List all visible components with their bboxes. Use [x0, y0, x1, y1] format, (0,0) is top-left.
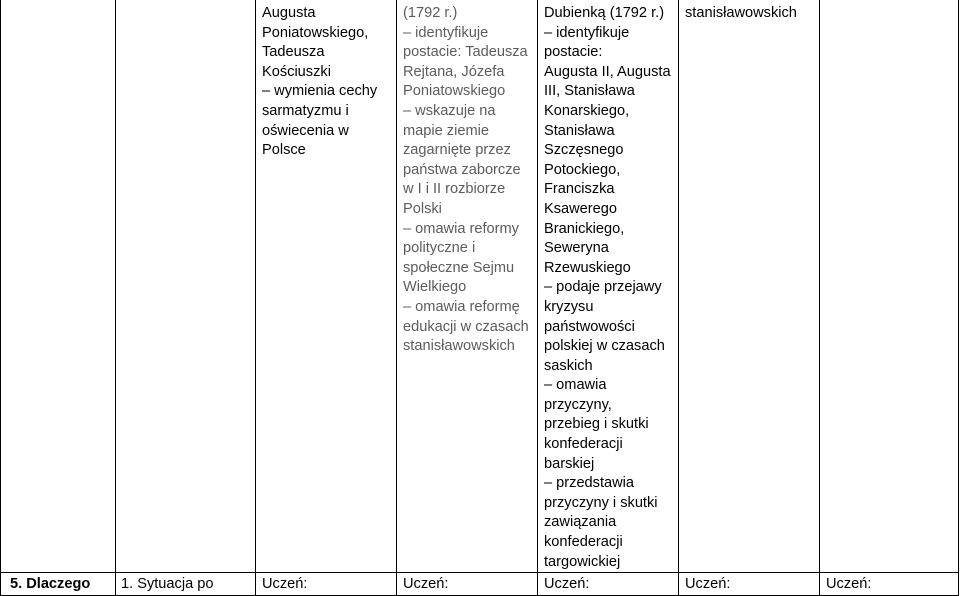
requirement-cell: Uczeń: — [544, 576, 590, 592]
column-divider — [255, 0, 256, 596]
requirement-cell: Uczeń: — [262, 576, 308, 592]
table-cell-col4: (1792 r.) – identyfikuje postacie: Tadeusza Rejtana, Józefa Poniatowskiego – wskazuje na mapie ziemie zagarnięte przez państwa zaborcze w I i II rozbiorze Polski – omawia reformy polityczne i społeczne Sejmu Wielkiego – omawia reformę edukacji w czasach stanisławowskich — [403, 5, 529, 355]
column-divider — [819, 0, 820, 596]
column-divider — [396, 0, 397, 596]
table-cell-col6: stanisławowskich — [685, 5, 797, 21]
requirement-cell: Uczeń: — [403, 576, 449, 592]
requirement-cell: Uczeń: — [826, 576, 872, 592]
column-divider — [0, 0, 1, 596]
column-divider — [115, 0, 116, 596]
table-cell-col5: Dubienką (1792 r.) – identyfikuje postacie: Augusta II, Augusta III, Stanisława Konarskiego, Stanisława Szczęsnego Potockiego, Franciszka Ksawerego Branickiego, Seweryna Rzewuskiego – podaje przejawy kryzysu państwowości polskiej w czasach saskich – omawia przyczyny, przebieg i skutki konfederacji barskiej – przedstawia przyczyny i skutki zawiązania konfederacji targowickiej — [544, 5, 671, 570]
table-cell-col3: Augusta Poniatowskiego, Tadeusza Kościuszki – wymienia cechy sarmatyzmu i oświecenia w Polsce — [262, 5, 378, 159]
column-divider — [958, 0, 959, 596]
column-divider — [678, 0, 679, 596]
requirement-cell: Uczeń: — [685, 576, 731, 592]
row-number-cell: 5. Dlaczego — [10, 576, 91, 592]
topic-cell: 1. Sytuacja po — [121, 576, 214, 592]
row-divider — [0, 572, 959, 573]
column-divider — [537, 0, 538, 596]
